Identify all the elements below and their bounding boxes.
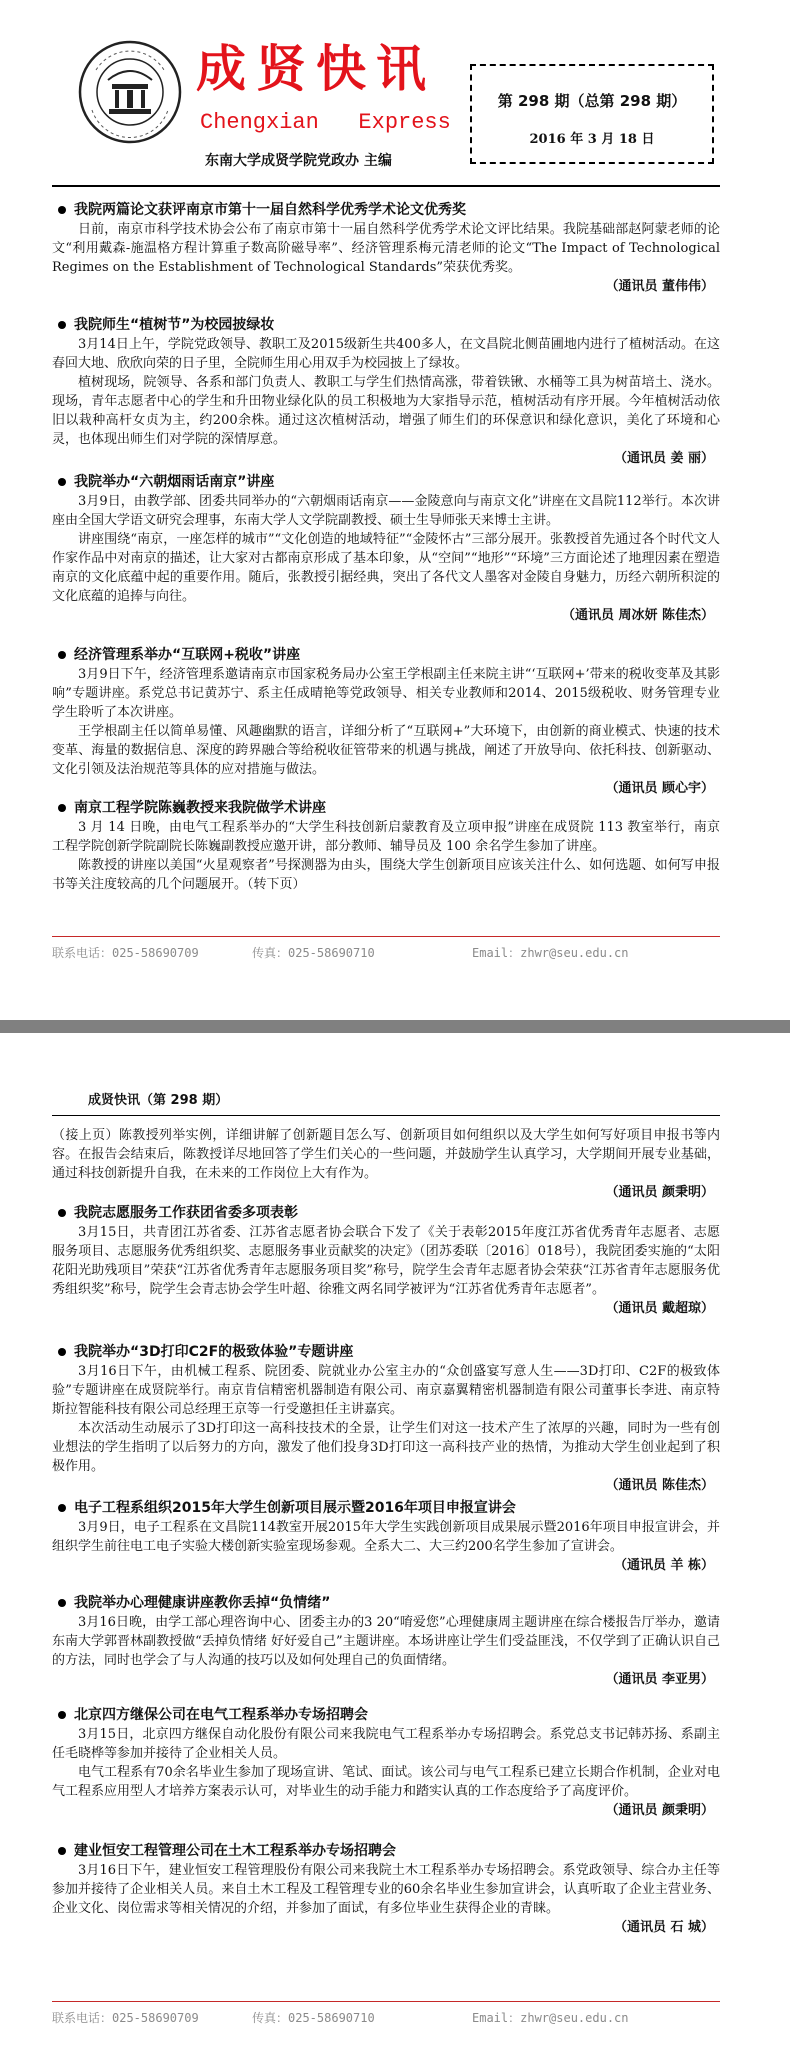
newsletter-page-2 — [0, 1033, 790, 2053]
page-footer — [52, 2001, 720, 2025]
article — [52, 1498, 720, 1575]
masthead-rule — [52, 185, 720, 187]
university-logo — [78, 40, 182, 144]
bullet-icon — [58, 1847, 66, 1855]
article-paragraph: 3月16日下午，由机械工程系、院团委、院就业办公室主办的“众创盛宴写意人生——3D打印、C2F的极致体验”专题讲座在成贤院举行。南京肯信精密机器制造有限公司、南京嘉翼精密机器制造有限公司董事长李进、南京特斯拉智能科技有限公司总经理王京等一行受邀担任主讲嘉宾。 — [52, 1364, 720, 1417]
article-paragraph: 3月9日，由教学部、团委共同举办的“六朝烟雨话南京——金陵意向与南京文化”讲座在文昌院112举行。本次讲座由全国大学语文研究会理事，东南大学人文学院副教授、硕士生导师张天来博士主讲。 — [52, 494, 720, 528]
article-title: 我院举办“3D打印C2F的极致体验”专题讲座 — [74, 1344, 354, 1360]
footer-email: Email：zhwr@seu.edu.cn — [472, 2011, 629, 2025]
article-byline: （通讯员 姜 丽） — [613, 451, 714, 466]
issue-date: 2016 年 3 月 18 日 — [529, 132, 655, 147]
page-header: 成贤快讯（第 298 期） — [88, 1093, 229, 1108]
article-byline: （通讯员 顾心宇） — [605, 781, 714, 796]
article-paragraph: 王学根副主任以简单易懂、风趣幽默的语言，详细分析了“互联网+”大环境下，由创新的商业模式、快速的技术变革、海量的数据信息、深度的跨界融合等给税收征管带来的机遇与挑战，阐述了开放导向、依托科技、创新驱动、文化引领及法治规范等具体的应对措施与做法。 — [52, 724, 720, 777]
article-paragraph: 3月16日晚，由学工部心理咨询中心、团委主办的3 20“唷爱您”心理健康周主题讲座在综合楼报告厅举办，邀请东南大学郭晋林副教授做“丢掉负情绪 好好爱自己”主题讲座。本场讲座让学生们受益匪浅，不仅学到了正确认识自己的方法，同时也学会了与人沟通的技巧以及如何处理自己的负面情绪。 — [52, 1615, 720, 1668]
footer-phone: 联系电话：025-58690709 — [52, 2011, 199, 2025]
article — [52, 1126, 720, 1202]
bullet-icon — [58, 804, 66, 812]
header-rule — [52, 1115, 720, 1116]
footer-rule — [52, 936, 720, 937]
article-title: 北京四方继保公司在电气工程系举办专场招聘会 — [74, 1707, 368, 1723]
article-title: 经济管理系举办“互联网+税收”讲座 — [74, 647, 301, 663]
article — [52, 1705, 720, 1820]
article-paragraph: 3月14日上午，学院党政领导、教职工及2015级新生共400多人，在文昌院北侧苗圃地内进行了植树活动。在这春回大地、欣欣向荣的日子里，全院师生用心用双手为校园披上了绿妆。 — [52, 337, 720, 371]
article-paragraph: 日前，南京市科学技术协会公布了南京市第十一届自然科学优秀学术论文评比结果。我院基础部赵阿蒙老师的论文“利用戴森-施温格方程计算重子数高阶磁导率”、经济管理系梅元清老师的论文“The Impact of Technological Regimes on the Establishment of Technological Standards”荣获优秀奖。 — [52, 222, 720, 275]
article-title: 我院师生“植树节”为校园披绿妆 — [74, 317, 275, 333]
masthead-title-en: Chengxian Express — [200, 110, 451, 135]
article — [52, 315, 720, 468]
article-byline: （通讯员 石 城） — [613, 1920, 714, 1935]
article-byline: （通讯员 颜秉明） — [605, 1185, 714, 1200]
article — [52, 1593, 720, 1689]
footer-rule — [52, 2001, 720, 2002]
article-paragraph: （接上页）陈教授列举实例，详细讲解了创新题目怎么写、创新项目如何组织以及大学生如何写好项目申报书等内容。在报告会结束后，陈教授详尽地回答了学生们关心的一些问题，并鼓励学生认真学习，大学期间开展专业基础，通过科技创新提升自我，在未来的工作岗位上大有作为。 — [52, 1128, 720, 1181]
bullet-icon — [58, 1711, 66, 1719]
article-byline: （通讯员 戴超琼） — [605, 1301, 714, 1316]
bullet-icon — [58, 321, 66, 329]
article-title: 我院两篇论文获评南京市第十一届自然科学优秀学术论文优秀奖 — [74, 202, 466, 218]
article-paragraph: 3月9日，电子工程系在文昌院114教室开展2015年大学生实践创新项目成果展示暨2016年项目申报宣讲会，并组织学生前往电工电子实验大楼创新实验室现场参观。全系大二、大三约200名学生参加了宣讲会。 — [52, 1520, 720, 1554]
footer-fax: 传真：025-58690710 — [252, 946, 375, 960]
bullet-icon — [58, 206, 66, 214]
article — [52, 1203, 720, 1318]
article-paragraph: 3月16日下午，建业恒安工程管理股份有限公司来我院土木工程系举办专场招聘会。系党政领导、综合办主任等参加并接待了企业相关人员。来自土木工程及工程管理专业的60余名毕业生参加宣讲会，认真听取了企业主营业务、企业文化、岗位需求等相关情况的介绍，并参加了面试，有多位毕业生获得企业的青睐。 — [52, 1863, 720, 1916]
article-paragraph: 植树现场，院领导、各系和部门负责人、教职工与学生们热情高涨，带着铁锹、水桶等工具为树苗培土、浇水。现场，青年志愿者中心的学生和升田物业绿化队的员工积极地为大家指导示范，植树活动有序开展。今年植树活动依旧以栽种高杆女贞为主，约200余株。通过这次植树活动，增强了师生们的环保意识和绿化意识，美化了环境和心灵，也体现出师生们对学院的深情厚意。 — [52, 375, 720, 447]
newsletter-page-1 — [0, 0, 790, 1020]
masthead-title-cn: 成贤快讯 — [196, 40, 436, 98]
article-byline: （通讯员 颜秉明） — [605, 1803, 714, 1818]
bullet-icon — [58, 1504, 66, 1512]
page-footer — [52, 936, 720, 960]
issue-box — [470, 64, 714, 164]
bullet-icon — [58, 1348, 66, 1356]
article-paragraph: 3月9日下午，经济管理系邀请南京市国家税务局办公室王学根副主任来院主讲“‘互联网+’带来的税收变革及其影响”专题讲座。系党总书记黄苏宁、系主任成晴艳等党政领导、相关专业教师和2014、2015级税收、财务管理专业学生聆听了本次讲座。 — [52, 667, 720, 720]
bullet-icon — [58, 478, 66, 486]
bullet-icon — [58, 1599, 66, 1607]
article-paragraph: 3月15日，共青团江苏省委、江苏省志愿者协会联合下发了《关于表彰2015年度江苏省优秀青年志愿者、志愿服务项目、志愿服务优秀组织奖、志愿服务事业贡献奖的决定》（团苏委联〔2016〕018号），我院团委实施的“太阳花阳光助残项目”荣获“江苏省优秀青年志愿服务项目奖”称号，院学生会青年志愿者协会荣获“江苏省青年志愿服务优秀组织奖”称号，院学生会青志协会学生叶超、徐雅文两名同学被评为“江苏省优秀青年志愿者”。 — [52, 1225, 720, 1297]
article — [52, 472, 720, 625]
footer-email: Email：zhwr@seu.edu.cn — [472, 946, 629, 960]
article-title: 我院举办“六朝烟雨话南京”讲座 — [74, 474, 275, 490]
article-byline: （通讯员 陈佳杰） — [605, 1478, 714, 1493]
article-title: 我院志愿服务工作获团省委多项表彰 — [74, 1205, 298, 1221]
article — [52, 1841, 720, 1937]
article-title: 我院举办心理健康讲座教你丢掉“负情绪” — [74, 1595, 331, 1611]
article-byline: （通讯员 董伟伟） — [605, 279, 714, 294]
article-byline: （通讯员 羊 栋） — [613, 1558, 714, 1573]
article-paragraph: 3月15日，北京四方继保自动化股份有限公司来我院电气工程系举办专场招聘会。系党总支书记韩苏扬、系副主任毛晓桦等参加并接待了企业相关人员。 — [52, 1727, 720, 1761]
article-title: 电子工程系组织2015年大学生创新项目展示暨2016年项目申报宣讲会 — [74, 1500, 516, 1516]
article-byline: （通讯员 周冰妍 陈佳杰） — [561, 608, 714, 623]
footer-fax: 传真：025-58690710 — [252, 2011, 375, 2025]
bullet-icon — [58, 1209, 66, 1217]
article — [52, 645, 720, 798]
bullet-icon — [58, 651, 66, 659]
article-byline: （通讯员 李亚男） — [605, 1672, 714, 1687]
footer-phone: 联系电话：025-58690709 — [52, 946, 199, 960]
article — [52, 1342, 720, 1495]
article-paragraph: 讲座围绕“南京，一座怎样的城市”“文化创造的地域特征”“金陵怀古”三部分展开。张教授首先通过各个时代文人作家作品中对南京的描述，让大家对古都南京形成了基本印象，从“空间”“地形”“环境”三方面论述了地理因素在塑造南京的文化底蕴中起的重要作用。随后，张教授引据经典，突出了各代文人墨客对金陵自身魅力，历经六朝所积淀的文化底蕴的追捧与向往。 — [52, 532, 720, 604]
article — [52, 200, 720, 296]
article-paragraph: 陈教授的讲座以美国“火星观察者”号探测器为由头，围绕大学生创新项目应该关注什么、如何选题、如何写申报书等关注度较高的几个问题展开。（转下页） — [52, 858, 720, 892]
article-title: 建业恒安工程管理公司在土木工程系举办专场招聘会 — [74, 1843, 396, 1859]
article-paragraph: 电气工程系有70余名毕业生参加了现场宣讲、笔试、面试。该公司与电气工程系已建立长期合作机制，企业对电气工程系应用型人才培养方案表示认可，对毕业生的动手能力和踏实认真的工作态度给予了高度评价。 — [52, 1765, 720, 1799]
masthead-organizer: 东南大学成贤学院党政办 主编 — [205, 153, 392, 169]
article-paragraph: 本次活动生动展示了3D打印这一高科技技术的全景，让学生们对这一技术产生了浓厚的兴趣，同时为一些有创业想法的学生指明了以后努力的方向，激发了他们投身3D打印这一高科技产业的热情，为推动大学生创业起到了积极作用。 — [52, 1421, 720, 1474]
article-paragraph: 3 月 14 日晚，由电气工程系举办的“大学生科技创新启蒙教育及立项申报”讲座在成贤院 113 教室举行，南京工程学院创新学院副院长陈巍副教授应邀开讲，部分教师、辅导员及 100 余名学生参加了讲座。 — [52, 820, 720, 854]
article — [52, 798, 720, 894]
article-title: 南京工程学院陈巍教授来我院做学术讲座 — [74, 800, 326, 816]
issue-number: 第 298 期（总第 298 期） — [497, 92, 687, 110]
